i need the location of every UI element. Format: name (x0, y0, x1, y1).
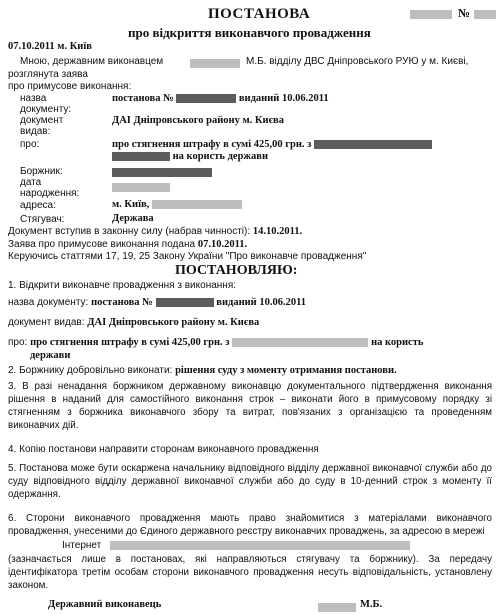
field-value-doc-issued: ДАІ Дніпровського району м. Києва (112, 115, 284, 126)
redaction-block (318, 603, 356, 612)
signature-name: М.Б. (360, 599, 383, 610)
signature-label: Державний виконавець (48, 599, 162, 610)
resolve-heading-text: ПОСТАНОВЛЯЮ (175, 263, 293, 278)
field-value-about-a (112, 139, 432, 150)
item-6-internet (62, 540, 410, 551)
item-1-about-text: про стягнення штрафу в сумі 425,00 грн. з (30, 337, 230, 348)
item-1-doc-name-date: виданий 10.06.2011 (216, 297, 307, 308)
force-line (8, 226, 302, 237)
item-1-about-cont: держави (30, 350, 71, 361)
field-label-doc-name: назва документу: (20, 93, 72, 115)
item-1-doc-name (8, 297, 306, 308)
resolve-heading-colon: : (292, 263, 298, 278)
item-1-about-label: про: (8, 337, 28, 348)
document-date-place: 07.10.2011 м. Київ (8, 41, 92, 52)
item-2-emphasis: рішення суду з моменту отримання постанови. (175, 365, 397, 376)
redaction-block (112, 183, 170, 192)
item-1-doc-issued (8, 317, 259, 328)
item-2-text: 2. Боржнику добровільно виконати: (8, 365, 173, 376)
document-number-label: № (458, 6, 471, 20)
field-label-debtor: Боржник: (20, 166, 63, 177)
doc-name-text: постанова № (112, 93, 174, 104)
redaction-block (232, 338, 368, 347)
guided-line: Керуючись статтями 17, 19, 25 Закону України "Про виконавче провадження" (8, 251, 367, 262)
redaction-block (156, 298, 214, 307)
item-1-about-beneficiary: на користь (371, 337, 424, 348)
item-1-doc-issued-label: документ видав: (8, 317, 85, 328)
item-1-about (8, 337, 423, 348)
field-value-collector: Держава (112, 213, 154, 224)
redaction-block (112, 168, 212, 177)
force-date: 14.10.2011. (252, 226, 303, 237)
field-label-collector: Стягувач: (20, 214, 65, 225)
item-1-doc-issued-value: ДАІ Дніпровського району м. Києва (87, 317, 260, 328)
submitted-text: Заява про примусове виконання подана (8, 239, 196, 250)
intro-text-a: Мною, державним виконавцем (20, 56, 164, 67)
item-6-a: 6. Сторони виконавчого провадження мають право знайомитися з матеріалами виконавчого провадження, унесеними до Єдиного державного реєстру виконавчих проваджень, за адресою в мережі (8, 513, 492, 537)
redaction-block (176, 94, 236, 103)
field-label-doc-issued: документ видав: (20, 115, 64, 137)
field-label-address: адреса: (20, 200, 56, 211)
item-1-doc-name-label: назва документу: (8, 297, 89, 308)
item-1-doc-name-value: постанова № (91, 297, 153, 308)
field-value-about-b (112, 151, 268, 162)
item-4: 4. Копію постанови направити сторонам виконавчого провадження (8, 444, 319, 455)
item-1: 1. Відкрити виконавче провадження з виконання: (8, 280, 237, 291)
redaction-block (314, 140, 432, 149)
document-subtitle: про відкриття виконавчого провадження (128, 25, 371, 40)
document-fields (0, 0, 500, 260)
field-value-address (112, 199, 242, 210)
item-2 (8, 365, 397, 376)
field-label-birth-date: дата народження: (20, 177, 80, 199)
item-6-internet-label: Інтернет (62, 540, 102, 551)
item-5: 5. Постанова може бути оскаржена начальнику відповідного відділу державної виконавчої служби або до суду відповідного відділу державної виконавчої служби або до суду в 10-денний строк з моменту її одержання. (8, 463, 492, 500)
field-value-doc-name (112, 93, 329, 104)
for-enforcement-text: про примусове виконання: (8, 81, 132, 92)
about-text: про стягнення штрафу в сумі 425,00 грн. з (112, 139, 312, 150)
about-beneficiary: на користь держави (172, 151, 268, 162)
doc-name-date: виданий 10.06.2011 (238, 93, 329, 104)
force-text: Документ вступив в законну силу (набрав чинності): (8, 226, 251, 237)
submitted-line (8, 239, 247, 250)
resolve-heading (175, 263, 297, 279)
address-city: м. Київ, (112, 199, 150, 210)
document-title: ПОСТАНОВА (208, 6, 311, 22)
submitted-date: 07.10.2011. (197, 239, 248, 250)
redaction-block (110, 541, 410, 550)
item-6-b: (зазначається лише в постановах, які направляються стягувачу та боржнику). За передачу ідентифікатора третім особам сторони виконавчого провадження несуть відповідальність, установлену законом. (8, 554, 492, 591)
redaction-block (152, 200, 242, 209)
item-3: 3. В разі ненадання боржником державному виконавцю документального підтвердження виконання рішення в наданий для самостійного виконання строк – виконати його в примусовому порядку зі стягненням з боржника виконавчого збору та витрат, пов'язаних з організацією та проведенням виконавчих дій. (8, 381, 492, 431)
reviewed-text: розглянута заява (8, 69, 88, 80)
redaction-block (112, 152, 170, 161)
intro-text-b: М.Б. відділу ДВС Дніпровського РУЮ у м. Києві, (246, 56, 469, 67)
field-label-about: про: (20, 139, 40, 150)
